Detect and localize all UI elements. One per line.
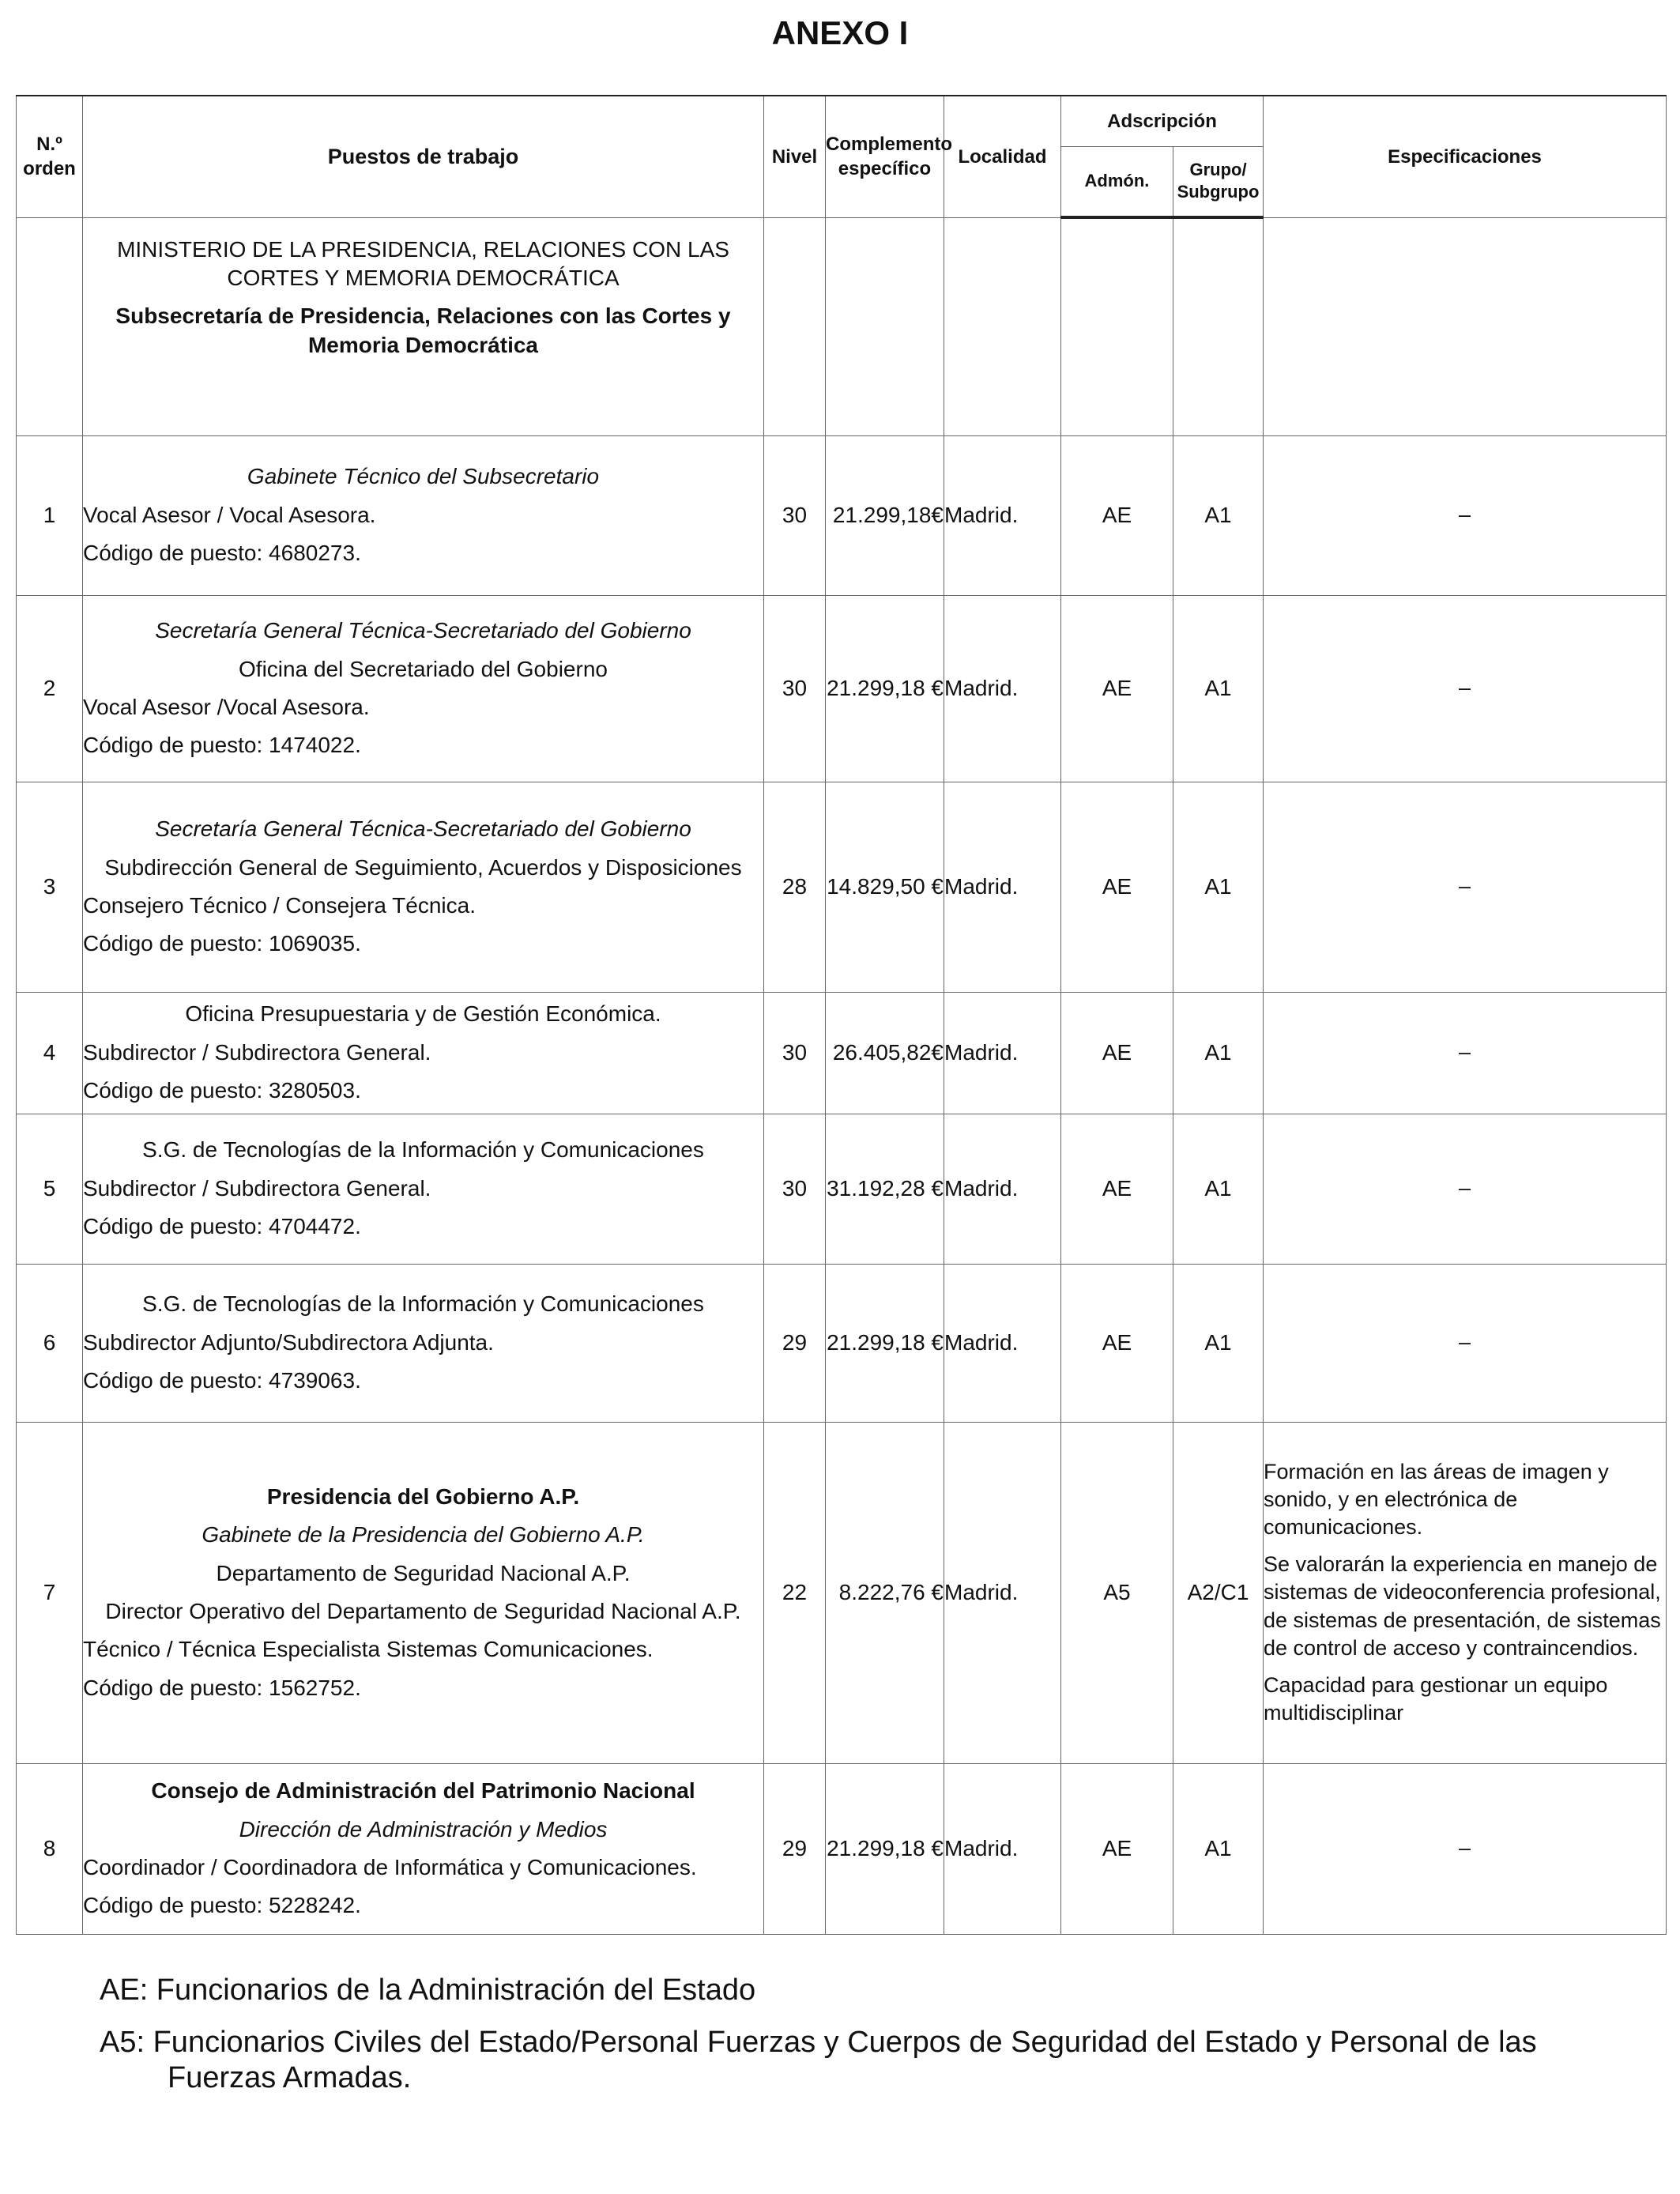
nivel-cell: 29 (764, 1763, 826, 1934)
footnote-ae: AE: Funcionarios de la Administración del Estado (100, 1973, 756, 2007)
header-orden: N.º orden (17, 96, 83, 217)
orden-cell: 7 (17, 1422, 83, 1763)
orden-cell: 3 (17, 782, 83, 992)
specification-text: – (1459, 1836, 1471, 1860)
header-puestos: Puestos de trabajo (83, 96, 764, 217)
subsecretaria-name: Subsecretaría de Presidencia, Relaciones con las Cortes y Memoria Democrática (115, 303, 731, 357)
description-line: Técnico / Técnica Especialista Sistemas Comunicaciones. (83, 1637, 654, 1662)
especificaciones-cell (1264, 435, 1667, 595)
table-row (17, 1114, 1667, 1264)
grupo-cell: A1 (1173, 1114, 1264, 1264)
localidad-cell: Madrid. (944, 1264, 1061, 1422)
description-line: Presidencia del Gobierno A.P. (266, 1483, 580, 1509)
specification-text: Formación en las áreas de imagen y sonido, y en electrónica de comunicaciones. (1264, 1460, 1609, 1540)
nivel-cell: 22 (764, 1422, 826, 1763)
localidad-cell: Madrid. (944, 782, 1061, 992)
description-line: Oficina Presupuestaria y de Gestión Económica. (185, 1001, 661, 1027)
description-line: Vocal Asesor / Vocal Asesora. (83, 502, 376, 527)
specification-text: Capacidad para gestionar un equipo multidisciplinar (1264, 1672, 1608, 1725)
grupo-cell: A1 (1173, 435, 1264, 595)
description-line: Departamento de Seguridad Nacional A.P. (216, 1560, 631, 1585)
header-grupo: Grupo/ Subgrupo (1173, 146, 1264, 217)
description-line: S.G. de Tecnologías de la Información y Comunicaciones (142, 1137, 704, 1163)
table-row (17, 435, 1667, 595)
nivel-cell: 30 (764, 595, 826, 782)
header-adscripcion: Adscripción (1061, 96, 1264, 146)
specification-text: – (1459, 1330, 1471, 1355)
orden-cell: 1 (17, 435, 83, 595)
table-row (17, 595, 1667, 782)
admon-cell: A5 (1061, 1422, 1173, 1763)
position-description (83, 1763, 764, 1934)
description-line: Código de puesto: 1474022. (83, 733, 361, 758)
orden-cell: 5 (17, 1114, 83, 1264)
header-localidad: Localidad (944, 96, 1061, 217)
localidad-cell: Madrid. (944, 595, 1061, 782)
description-line: Coordinador / Coordinadora de Informática y Comunicaciones. (83, 1855, 697, 1879)
grupo-cell: A1 (1173, 992, 1264, 1114)
positions-table (16, 95, 1667, 1935)
description-line: S.G. de Tecnologías de la Información y Comunicaciones (142, 1291, 704, 1317)
description-line: Código de puesto: 4680273. (83, 541, 361, 566)
description-line: Vocal Asesor /Vocal Asesora. (83, 695, 370, 719)
specification-text: – (1459, 503, 1471, 527)
description-line: Código de puesto: 1562752. (83, 1675, 361, 1700)
description-line: Código de puesto: 3280503. (83, 1078, 361, 1103)
position-description (83, 1264, 764, 1422)
position-description (83, 1114, 764, 1264)
description-line: Oficina del Secretariado del Gobierno (239, 656, 608, 681)
nivel-cell: 30 (764, 435, 826, 595)
especificaciones-cell (1264, 595, 1667, 782)
specification-text: – (1459, 874, 1471, 899)
header-complemento: Complemento específico (826, 96, 944, 217)
description-line: Subdirector / Subdirectora General. (83, 1175, 431, 1201)
footnote-a5: A5: Funcionarios Civiles del Estado/Personal Fuerzas y Cuerpos de Seguridad del Estado y Personal de las Fuerzas Armadas. (100, 2025, 1537, 2095)
grupo-cell: A1 (1173, 782, 1264, 992)
localidad-cell: Madrid. (944, 1763, 1061, 1934)
complemento-cell: 21.299,18 € (826, 595, 944, 782)
description-line: Secretaría General Técnica-Secretariado del Gobierno (155, 816, 691, 842)
description-line: Subdirector Adjunto/Subdirectora Adjunta. (83, 1329, 494, 1355)
especificaciones-cell (1264, 1422, 1667, 1763)
grupo-cell: A1 (1173, 595, 1264, 782)
description-line: Gabinete Técnico del Subsecretario (247, 464, 600, 489)
table-row (17, 1422, 1667, 1763)
ministry-row (17, 217, 1667, 435)
position-description (83, 782, 764, 992)
description-line: Código de puesto: 1069035. (83, 931, 361, 956)
description-line: Consejero Técnico / Consejera Técnica. (83, 893, 476, 918)
table-row (17, 992, 1667, 1114)
orden-cell: 4 (17, 992, 83, 1114)
admon-cell: AE (1061, 1264, 1173, 1422)
admon-cell: AE (1061, 1114, 1173, 1264)
header-admon: Admón. (1061, 146, 1173, 217)
description-line: Consejo de Administración del Patrimonio Nacional (151, 1778, 695, 1804)
description-line: Gabinete de la Presidencia del Gobierno A.P. (202, 1522, 645, 1547)
specification-text: – (1459, 1176, 1471, 1201)
admon-cell: AE (1061, 595, 1173, 782)
complemento-cell: 14.829,50 € (826, 782, 944, 992)
localidad-cell: Madrid. (944, 1422, 1061, 1763)
orden-cell: 6 (17, 1264, 83, 1422)
admon-cell: AE (1061, 435, 1173, 595)
orden-cell: 8 (17, 1763, 83, 1934)
description-line: Código de puesto: 4739063. (83, 1368, 361, 1393)
specification-text: Se valorarán la experiencia en manejo de sistemas de videoconferencia profesional, de sistemas de presentación, de sistemas de control de acceso y contraincendios. (1264, 1552, 1661, 1660)
grupo-cell: A1 (1173, 1264, 1264, 1422)
nivel-cell: 30 (764, 992, 826, 1114)
description-line: Director Operativo del Departamento de Seguridad Nacional A.P. (105, 1599, 741, 1623)
table-row (17, 1763, 1667, 1934)
complemento-cell: 21.299,18 € (826, 1264, 944, 1422)
description-line: Dirección de Administración y Medios (239, 1816, 608, 1842)
description-line: Secretaría General Técnica-Secretariado del Gobierno (155, 618, 691, 643)
description-line: Subdirección General de Seguimiento, Acuerdos y Disposiciones (104, 854, 742, 880)
complemento-cell: 26.405,82€ (826, 992, 944, 1114)
nivel-cell: 30 (764, 1114, 826, 1264)
admon-cell: AE (1061, 1763, 1173, 1934)
admon-cell: AE (1061, 782, 1173, 992)
complemento-cell: 21.299,18€ (826, 435, 944, 595)
position-description (83, 595, 764, 782)
especificaciones-cell (1264, 992, 1667, 1114)
grupo-cell: A2/C1 (1173, 1422, 1264, 1763)
page-title: ANEXO I (771, 14, 909, 51)
specification-text: – (1459, 1040, 1471, 1065)
description-line: Código de puesto: 4704472. (83, 1214, 361, 1239)
complemento-cell: 31.192,28 € (826, 1114, 944, 1264)
orden-cell: 2 (17, 595, 83, 782)
especificaciones-cell (1264, 1763, 1667, 1934)
footnotes (100, 1973, 1640, 2113)
position-description (83, 992, 764, 1114)
localidad-cell: Madrid. (944, 435, 1061, 595)
complemento-cell: 21.299,18 € (826, 1763, 944, 1934)
description-line: Código de puesto: 5228242. (83, 1893, 361, 1918)
nivel-cell: 28 (764, 782, 826, 992)
especificaciones-cell (1264, 1264, 1667, 1422)
grupo-cell: A1 (1173, 1763, 1264, 1934)
localidad-cell: Madrid. (944, 1114, 1061, 1264)
position-description (83, 435, 764, 595)
table-row (17, 782, 1667, 992)
nivel-cell: 29 (764, 1264, 826, 1422)
localidad-cell: Madrid. (944, 992, 1061, 1114)
ministry-name: MINISTERIO DE LA PRESIDENCIA, RELACIONES CON LAS CORTES Y MEMORIA DEMOCRÁTICA (117, 236, 729, 290)
specification-text: – (1459, 676, 1471, 700)
position-description (83, 1422, 764, 1763)
table-row (17, 1264, 1667, 1422)
especificaciones-cell (1264, 1114, 1667, 1264)
header-especificaciones: Especificaciones (1264, 96, 1667, 217)
complemento-cell: 8.222,76 € (826, 1422, 944, 1763)
especificaciones-cell (1264, 782, 1667, 992)
header-nivel: Nivel (764, 96, 826, 217)
admon-cell: AE (1061, 992, 1173, 1114)
description-line: Subdirector / Subdirectora General. (83, 1039, 431, 1065)
